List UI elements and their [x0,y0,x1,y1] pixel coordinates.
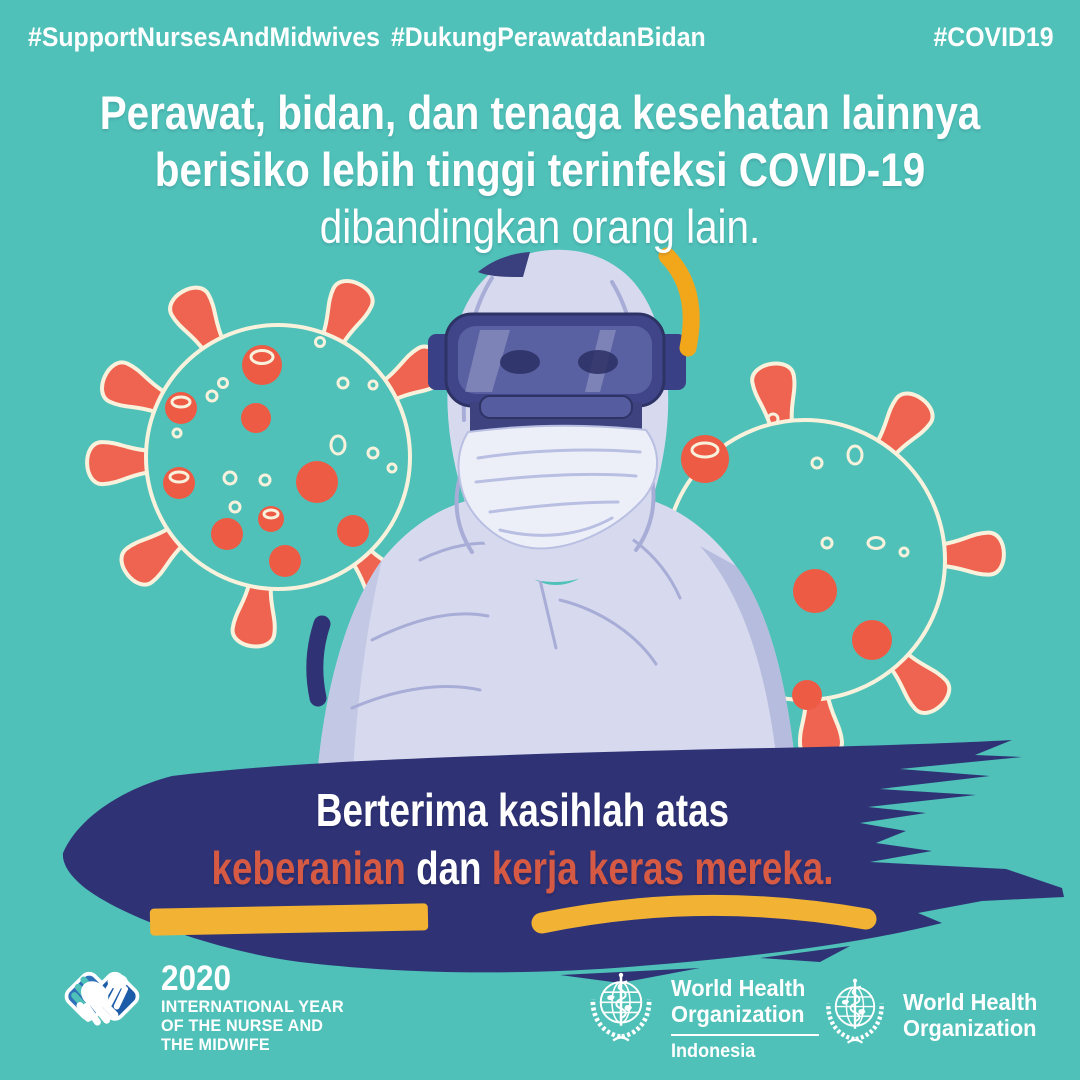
who-wordmark [903,989,1044,1041]
who-country: Indonesia [671,1041,756,1062]
who-emblem-icon [582,968,660,1046]
iynm-line3: THE MIDWIFE [161,1035,270,1054]
divider [671,1034,819,1036]
who-logo [818,974,1044,1048]
iynm-text [161,954,354,1054]
underline-stroke [150,903,428,935]
iynm-line1: INTERNATIONAL YEAR [161,997,344,1016]
headline-line3: dibandingkan orang lain. [319,200,761,253]
who-name-line2: Organization [671,1001,805,1027]
who-text [903,974,1044,1048]
who-emblem-icon [818,974,892,1048]
banner-highlight-1: keberanian [211,842,406,894]
headline-line1: Perawat, bidan, dan tenaga kesehatan lainnya [99,86,981,139]
who-name-line1: World Health [671,975,806,1001]
hashtag-covid19: #COVID19 [933,22,1054,52]
who-name-line2: Organization [903,1015,1037,1041]
banner-highlight-2: kerja keras mereka. [491,842,834,894]
banner-line1: Berterima kasihlah atas [315,784,730,836]
iynm-logo-block [56,954,354,1054]
iynm-year: 2020 [161,959,232,998]
banner-line2 [105,839,941,897]
who-indonesia-logo [582,968,819,1063]
who-wordmark [671,975,819,1027]
footer [0,950,1080,1080]
banner [0,781,1045,897]
hashtag-dukung-perawat: #DukungPerawatdanBidan [390,22,706,52]
banner-connector: dan [405,842,492,894]
iynm-line2: OF THE NURSE AND [161,1016,324,1035]
hands-heart-icon [56,954,148,1046]
who-indonesia-text [671,968,819,1063]
who-name-line1: World Health [903,989,1038,1015]
headline-line2: berisiko lebih tinggi terinfeksi COVID-19 [154,143,926,196]
hashtag-support-nurses: #SupportNursesAndMidwives [28,22,380,52]
